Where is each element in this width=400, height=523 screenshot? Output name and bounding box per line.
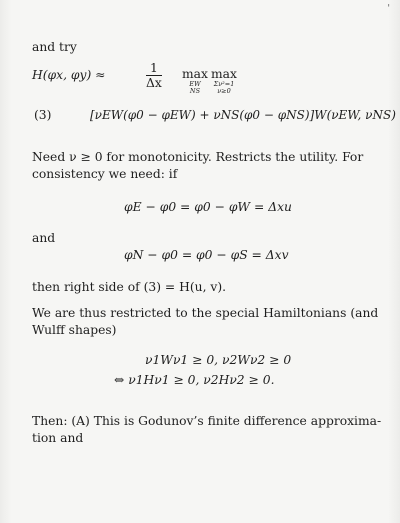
text-restricted-line-1: We are thus restricted to the special Hamiltonians (and [32,306,379,320]
equation-number-3: (3) [34,108,52,122]
equation-3-body: [νEW(φ0 − φEW) + νNS(φ0 − φNS)]W(νEW, νNS) [90,108,396,122]
max-operator-ew-ns [179,68,211,95]
text-and-try: and try [32,40,77,54]
text-restricted-line-2: Wulff shapes) [32,323,117,337]
max-op-2-limit-top: Σν²=1 [213,80,235,88]
max-op-1-limit-bottom: NS [189,87,201,95]
max-op-1: max [182,67,208,81]
text-then-a-line-2: tion and [32,431,84,445]
max-op-2-limit-bottom: ν≥0 [217,87,231,95]
corner-mark: ' [387,4,390,14]
equation-east-west: φE − φ0 = φ0 − φW = Δxu [124,200,292,214]
fraction-numerator: 1 [146,62,162,76]
fraction-one-over-dx [146,62,162,90]
condition-hamiltonian: ⇔ ν1Hν1 ≥ 0, ν2Hν2 ≥ 0. [114,373,275,387]
max-operator-nu [208,68,240,95]
eq-lhs-text: H(φx, φy) ≈ [32,68,106,82]
eq-fraction [143,62,165,90]
max-op-2: max [211,67,237,81]
text-then-a-line-1: Then: (A) This is Godunov’s finite difference approxima- [32,414,382,428]
text-then-right-side: then right side of (3) = H(u, v). [32,280,227,294]
condition-wulff: ν1Wν1 ≥ 0, ν2Wν2 ≥ 0 [145,353,292,367]
equation-north-south: φN − φ0 = φ0 − φS = Δxv [124,248,289,262]
text-need-line-2: consistency we need: if [32,167,178,181]
max-op-1-limit-top: EW [189,80,201,88]
fraction-denominator: Δx [146,76,162,90]
text-need-line-1: Need ν ≥ 0 for monotonicity. Restricts the utility. For [32,150,364,164]
eq-hamiltonian-lhs [32,68,105,83]
text-and: and [32,231,56,245]
